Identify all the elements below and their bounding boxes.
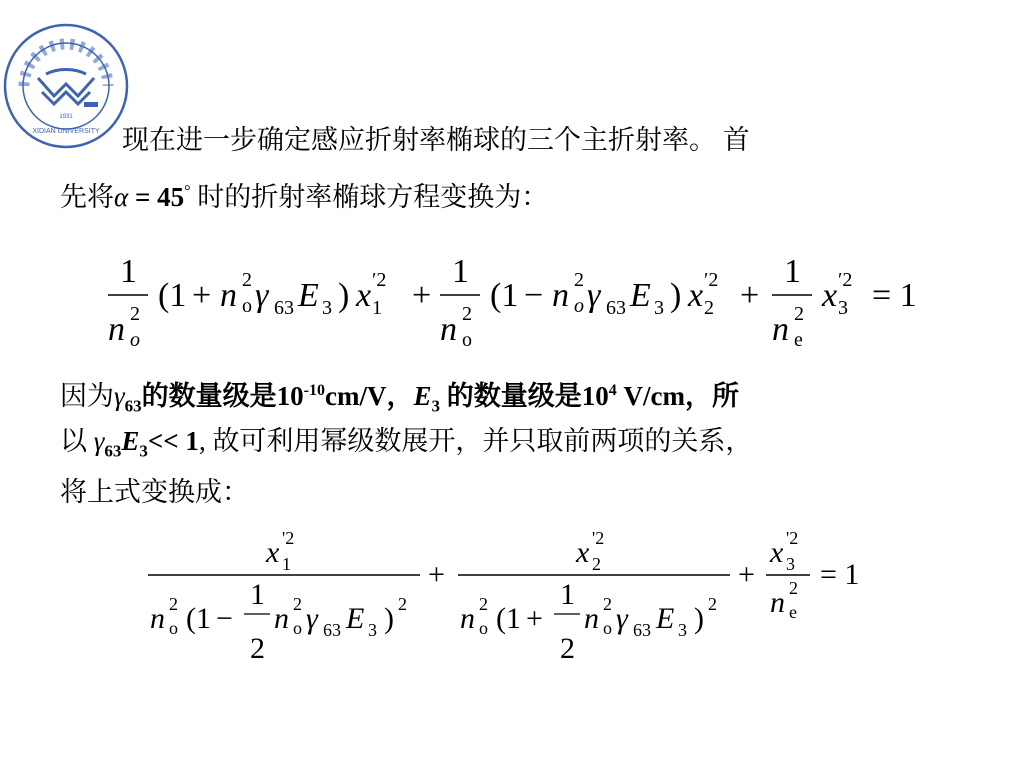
eq2-sq: 2 bbox=[603, 594, 612, 614]
alpha-value: = 45 bbox=[128, 182, 185, 212]
eq1-prime-sq: ′2 bbox=[704, 269, 719, 291]
eq1-prime-sq: ′2 bbox=[372, 269, 387, 291]
eq2-half-num: 1 bbox=[560, 578, 575, 611]
eq1-frac2-numerator: 1 bbox=[452, 253, 469, 290]
eq2-x3-sub: 3 bbox=[786, 554, 795, 574]
eq2-sq: 2 bbox=[789, 578, 798, 598]
degree-symbol: ° bbox=[184, 183, 191, 200]
eq2-sub-e: e bbox=[789, 602, 797, 622]
eq2-minus: − bbox=[216, 602, 233, 635]
eq1-open: (1 bbox=[490, 277, 519, 314]
eq2-sq: 2 bbox=[293, 594, 302, 614]
eq1-frac1-n: n bbox=[108, 311, 125, 348]
eq2-open: (1 bbox=[496, 602, 521, 635]
eq1-sub-e: e bbox=[794, 329, 803, 351]
gamma-symbol: γ bbox=[114, 381, 125, 411]
eq1-sub-o: o bbox=[242, 295, 252, 317]
eq2-plus: + bbox=[738, 558, 755, 591]
eq1-gamma: γ bbox=[587, 277, 601, 314]
eq1-minus: − bbox=[524, 277, 544, 314]
eq1-sq: 2 bbox=[130, 303, 140, 325]
xidian-university-logo bbox=[2, 22, 130, 150]
eq1-open: (1 bbox=[158, 277, 187, 314]
eq1-x2-sub: 2 bbox=[704, 297, 714, 319]
eq2-gamma: γ bbox=[306, 602, 318, 635]
eq1-sub-o: o bbox=[130, 329, 140, 351]
text: , 故可利用幂级数展开，并只取前两项的关系， bbox=[198, 426, 753, 456]
text: 因为 bbox=[60, 381, 114, 411]
eq2-close: ) bbox=[384, 602, 394, 635]
eq1-sq: 2 bbox=[242, 269, 252, 291]
eq1-frac3-numerator: 1 bbox=[784, 253, 801, 290]
eq2-sub-o: o bbox=[293, 618, 302, 638]
text: << 1 bbox=[147, 426, 199, 456]
eq1-sub-o: o bbox=[462, 329, 472, 351]
text: 的数量级是10 bbox=[141, 381, 304, 411]
text: 以 bbox=[60, 426, 94, 456]
eq2-sq: 2 bbox=[169, 594, 178, 614]
eq2-x: x bbox=[266, 536, 280, 569]
text: V/cm，所 bbox=[616, 381, 739, 411]
eq2-n: n bbox=[584, 602, 599, 635]
eq1-plus: + bbox=[192, 277, 212, 314]
E-symbol: E bbox=[121, 426, 140, 456]
eq2-x: x bbox=[770, 536, 784, 569]
eq1-sq: 2 bbox=[462, 303, 472, 325]
eq1-plus: + bbox=[412, 277, 432, 314]
eq1-sub-o: o bbox=[574, 295, 584, 317]
eq1-frac1-numerator: 1 bbox=[120, 253, 137, 290]
eq2-sq: 2 bbox=[708, 594, 717, 614]
exponent: -10 bbox=[303, 382, 325, 399]
eq1-rhs: = 1 bbox=[872, 277, 917, 314]
paragraph2-line2 bbox=[60, 421, 752, 471]
gamma-subscript: 63 bbox=[124, 396, 142, 416]
eq2-gamma-sub: 63 bbox=[323, 620, 341, 640]
eq1-sq: 2 bbox=[574, 269, 584, 291]
eq1-E-sub: 3 bbox=[322, 297, 332, 319]
equation2 bbox=[140, 530, 880, 670]
eq1-plus: + bbox=[740, 277, 760, 314]
eq2-sup: '2 bbox=[592, 530, 605, 548]
eq2-plus: + bbox=[428, 558, 445, 591]
eq2-sub-o: o bbox=[479, 618, 488, 638]
eq1-frac3-n: n bbox=[772, 311, 789, 348]
gamma-subscript: 63 bbox=[104, 441, 122, 461]
eq1-x3-sub: 3 bbox=[838, 297, 848, 319]
eq2-n: n bbox=[460, 602, 475, 635]
eq2-sub-o: o bbox=[169, 618, 178, 638]
eq1-close: ) bbox=[338, 277, 350, 314]
gamma-symbol: γ bbox=[93, 426, 105, 456]
eq2-sq: 2 bbox=[479, 594, 488, 614]
eq2-n: n bbox=[150, 602, 165, 635]
E-symbol: E bbox=[413, 381, 432, 411]
eq2-gamma-sub: 63 bbox=[633, 620, 651, 640]
eq1-E-sub: 3 bbox=[654, 297, 664, 319]
eq1-E: E bbox=[298, 277, 319, 314]
eq1-x: x bbox=[688, 277, 704, 314]
eq1-n: n bbox=[220, 277, 237, 314]
equation1 bbox=[100, 240, 940, 360]
paragraph2-line1 bbox=[60, 371, 739, 426]
eq1-x: x bbox=[356, 277, 372, 314]
paragraph2-line3: 将上式变换成： bbox=[60, 477, 249, 507]
alpha-symbol: α bbox=[114, 182, 129, 212]
E-subscript: 3 bbox=[139, 441, 148, 461]
eq2-x: x bbox=[576, 536, 590, 569]
eq1-E: E bbox=[630, 277, 651, 314]
eq2-n: n bbox=[770, 586, 785, 619]
logo-emblem-icon bbox=[38, 70, 94, 105]
eq1-n: n bbox=[552, 277, 569, 314]
eq2-E: E bbox=[346, 602, 365, 635]
eq2-sup: '2 bbox=[786, 530, 799, 548]
eq1-prime-sq: ′2 bbox=[838, 269, 853, 291]
eq1-x1-sub: 1 bbox=[372, 297, 382, 319]
eq2-E-sub: 3 bbox=[368, 620, 377, 640]
eq1-close: ) bbox=[670, 277, 682, 314]
eq2-open: (1 bbox=[186, 602, 211, 635]
eq2-x1-sub: 1 bbox=[282, 554, 291, 574]
eq2-E: E bbox=[656, 602, 675, 635]
E-subscript: 3 bbox=[431, 396, 440, 416]
text: 时的折射率椭球方程变换为： bbox=[190, 182, 549, 212]
text: 的数量级是10 bbox=[439, 381, 609, 411]
eq1-sq: 2 bbox=[794, 303, 804, 325]
eq2-half-den: 2 bbox=[560, 632, 575, 665]
eq1-gamma: γ bbox=[255, 277, 269, 314]
eq2-n: n bbox=[274, 602, 289, 635]
eq2-sq: 2 bbox=[398, 594, 407, 614]
eq2-rhs: = 1 bbox=[820, 558, 860, 591]
eq1-frac2-n: n bbox=[440, 311, 457, 348]
text: 先将 bbox=[60, 182, 114, 212]
paragraph1-line1: 现在进一步确定感应折射率椭球的三个主折射率。 首 bbox=[122, 125, 750, 155]
exponent: 4 bbox=[608, 382, 617, 399]
eq2-x2-sub: 2 bbox=[592, 554, 601, 574]
eq1-gamma-sub: 63 bbox=[606, 297, 626, 319]
eq1-x: x bbox=[822, 277, 838, 314]
eq2-plus: + bbox=[526, 602, 543, 635]
eq2-sub-o: o bbox=[603, 618, 612, 638]
paragraph1-line2 bbox=[60, 172, 548, 217]
logo-english-name: XIDIAN UNIVERSITY bbox=[32, 128, 100, 135]
eq2-gamma: γ bbox=[616, 602, 628, 635]
logo-year: 1931 bbox=[59, 114, 73, 120]
eq1-gamma-sub: 63 bbox=[274, 297, 294, 319]
eq2-half-num: 1 bbox=[250, 578, 265, 611]
eq2-E-sub: 3 bbox=[678, 620, 687, 640]
text: cm/V， bbox=[324, 381, 414, 411]
eq2-close: ) bbox=[694, 602, 704, 635]
eq2-half-den: 2 bbox=[250, 632, 265, 665]
eq2-sup: '2 bbox=[282, 530, 295, 548]
